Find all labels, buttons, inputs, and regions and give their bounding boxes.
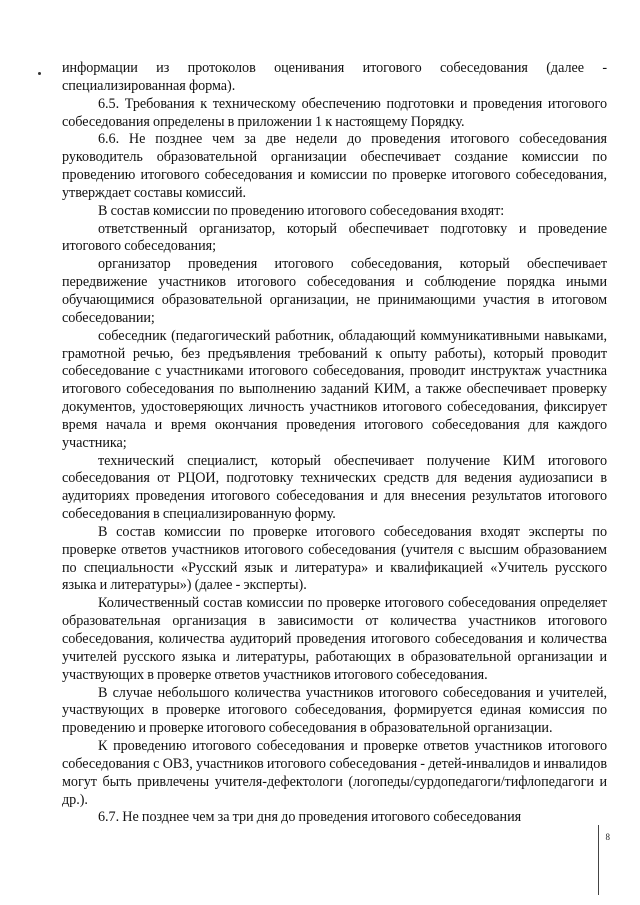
paragraph-special-needs: К проведению итогового собеседования и проверке ответов участников итогового собеседования с ОВЗ, участников итогового собеседования - детей-инвалидов и инвалидов могут быть привлечены учителя-дефектологи (логопеды/сурдопедагоги/тифлопедагоги и др.).	[62, 738, 607, 808]
paragraph-interlocutor: собеседник (педагогический работник, обладающий коммуникативными навыками, грамотной речью, без предъявления требований к опыту работы), который проводит собеседование с участниками итогового собеседования, проводит инструктаж участника итогового собеседования по выполнению заданий КИМ, а также обеспечивает проверку документов, удостоверяющих личность участников итогового собеседования, фиксирует время начала и время окончания проведения итогового собеседования для каждого участника;	[62, 327, 607, 451]
paragraph-6-7: 6.7. Не позднее чем за три дня до проведения итогового собеседования	[98, 809, 522, 826]
paragraph-6-5: 6.5. Требования к техническому обеспечению подготовки и проведения итогового собеседования определены в приложении 1 к настоящему Порядку.	[62, 95, 607, 130]
scan-dot-mark	[38, 72, 41, 75]
paragraph-continuation: информации из протоколов оценивания итогового собеседования (далее - специализированная форма).	[62, 60, 607, 94]
scan-edge-line	[598, 825, 599, 895]
paragraph-commission-composition: В состав комиссии по проведению итогового собеседования входят:	[98, 202, 505, 219]
paragraph-review-commission: В состав комиссии по проверке итогового собеседования входят эксперты по проверке ответов участников итогового собеседования (учителя с высшим образованием по специальности «Русский язык и литература» и квалификацией «Учитель русского языка и литературы») (далее - эксперты).	[62, 523, 607, 594]
paragraph-small-count-case: В случае небольшого количества участников итогового собеседования и учителей, участвующих в проверке итогового собеседования, формируется единая комиссия по проведению и проверке итогового собеседования в образовательной организации.	[62, 684, 607, 737]
paragraph-organizer: организатор проведения итогового собеседования, который обеспечивает передвижение участников итогового собеседования и соблюдение порядка иными обучающимися образовательной организации, не принимающими участия в итоговом собеседовании;	[62, 256, 607, 326]
paragraph-quantitative-composition: Количественный состав комиссии по проверке итогового собеседования определяет образовательная организация в зависимости от количества участников итогового собеседования, количества аудиторий проведения итогового собеседования и количества учителей русского языка и литературы, работающих в образовательной организации и участвующих в проверке ответов участников итогового собеседования.	[62, 595, 607, 683]
paragraph-responsible-organizer: ответственный организатор, который обеспечивает подготовку и проведение итогового собеседования;	[62, 220, 607, 255]
paragraph-6-6: 6.6. Не позднее чем за две недели до проведения итогового собеседования руководитель образовательной организации обеспечивает создание комиссии по проведению итогового собеседования и комиссии по проверке итогового собеседования, утверждает составы комиссий.	[62, 131, 607, 201]
page-number: 8	[605, 832, 610, 842]
document-page	[62, 60, 607, 827]
paragraph-technical-specialist: технический специалист, который обеспечивает получение КИМ итогового собеседования от РЦОИ, подготовку технических средств для ведения аудиозаписи в аудиториях проведения итогового собеседования и для внесения результатов итогового собеседования в специализированную форму.	[62, 452, 607, 523]
